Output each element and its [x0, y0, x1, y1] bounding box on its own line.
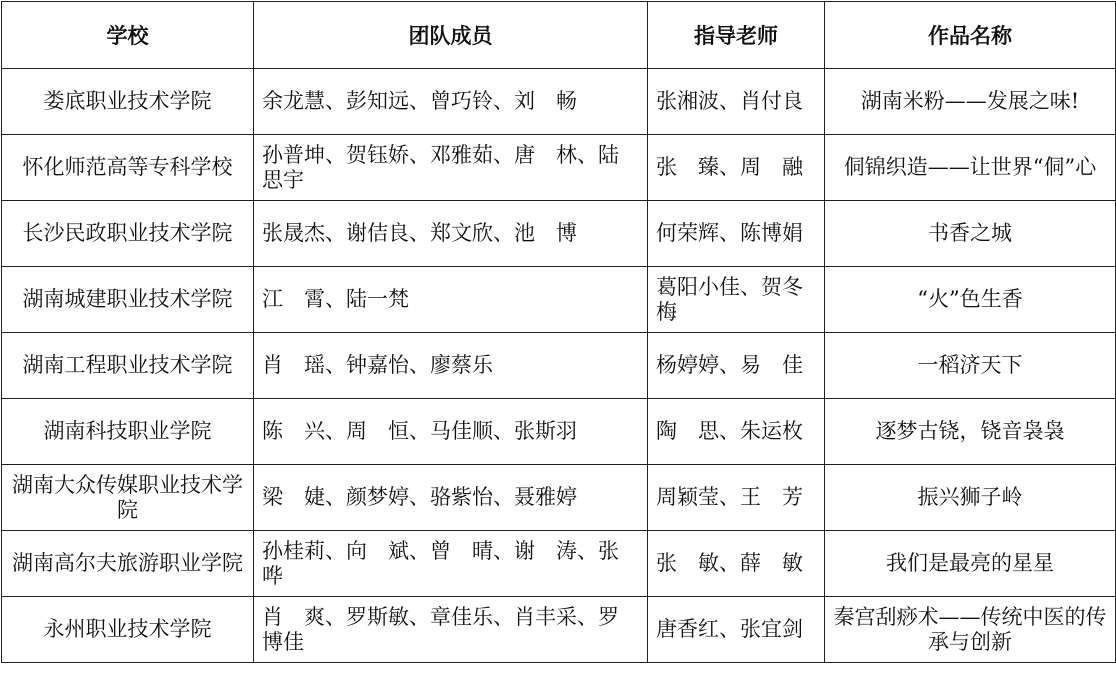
advisors-cell: 张 臻、周 融: [648, 135, 825, 201]
work-title-cell: 书香之城: [825, 201, 1116, 267]
work-title-cell: 秦宫刮痧术——传统中医的传承与创新: [825, 597, 1116, 663]
work-title-cell: 侗锦织造——让世界“侗”心: [825, 135, 1116, 201]
school-cell: 湖南城建职业技术学院: [2, 267, 254, 333]
table-row: [2, 531, 1116, 597]
work-title-cell: 逐梦古铙，铙音袅袅: [825, 399, 1116, 465]
header-work: 作品名称: [825, 2, 1116, 69]
work-title-cell: 我们是最亮的星星: [825, 531, 1116, 597]
advisors-cell: 唐香红、张宜剑: [648, 597, 825, 663]
work-title-cell: 一稻济天下: [825, 333, 1116, 399]
school-cell: 湖南工程职业技术学院: [2, 333, 254, 399]
advisors-cell: 张 敏、薛 敏: [648, 531, 825, 597]
header-members: 团队成员: [254, 2, 648, 69]
advisors-cell: 周颖莹、王 芳: [648, 465, 825, 531]
advisors-cell: 杨婷婷、易 佳: [648, 333, 825, 399]
school-cell: 湖南大众传媒职业技术学院: [2, 465, 254, 531]
members-cell: 张晟杰、谢佶良、郑文欣、池 博: [254, 201, 648, 267]
members-cell: 梁 婕、颜梦婷、骆紫怡、聂雅婷: [254, 465, 648, 531]
members-cell: 陈 兴、周 恒、马佳顺、张斯羽: [254, 399, 648, 465]
school-cell: 怀化师范高等专科学校: [2, 135, 254, 201]
members-cell: 孙桂莉、向 斌、曾 晴、谢 涛、张 哗: [254, 531, 648, 597]
work-title-cell: 湖南米粉——发展之味!: [825, 69, 1116, 135]
table-row: [2, 69, 1116, 135]
table-row: [2, 597, 1116, 663]
members-cell: 肖 爽、罗斯敏、章佳乐、肖丰采、罗博佳: [254, 597, 648, 663]
header-advisors: 指导老师: [648, 2, 825, 69]
work-title-cell: 振兴狮子岭: [825, 465, 1116, 531]
advisors-cell: 张湘波、肖付良: [648, 69, 825, 135]
advisors-cell: 陶 思、朱运枚: [648, 399, 825, 465]
header-school: 学校: [2, 2, 254, 69]
table-row: [2, 267, 1116, 333]
table-row: [2, 465, 1116, 531]
school-cell: 湖南科技职业学院: [2, 399, 254, 465]
school-cell: 湖南高尔夫旅游职业学院: [2, 531, 254, 597]
table-row: [2, 333, 1116, 399]
table-row: [2, 201, 1116, 267]
advisors-cell: 葛阳小佳、贺冬梅: [648, 267, 825, 333]
table-row: [2, 135, 1116, 201]
members-cell: 肖 瑶、钟嘉怡、廖蔡乐: [254, 333, 648, 399]
work-title-cell: “火”色生香: [825, 267, 1116, 333]
award-table: [1, 1, 1116, 663]
school-cell: 长沙民政职业技术学院: [2, 201, 254, 267]
school-cell: 永州职业技术学院: [2, 597, 254, 663]
school-cell: 娄底职业技术学院: [2, 69, 254, 135]
members-cell: 余龙慧、彭知远、曾巧铃、刘 畅: [254, 69, 648, 135]
advisors-cell: 何荣辉、陈博娟: [648, 201, 825, 267]
header-row: [2, 2, 1116, 69]
table-row: [2, 399, 1116, 465]
members-cell: 江 霄、陆一梵: [254, 267, 648, 333]
members-cell: 孙普坤、贺钰娇、邓雅茹、唐 林、陆思宇: [254, 135, 648, 201]
